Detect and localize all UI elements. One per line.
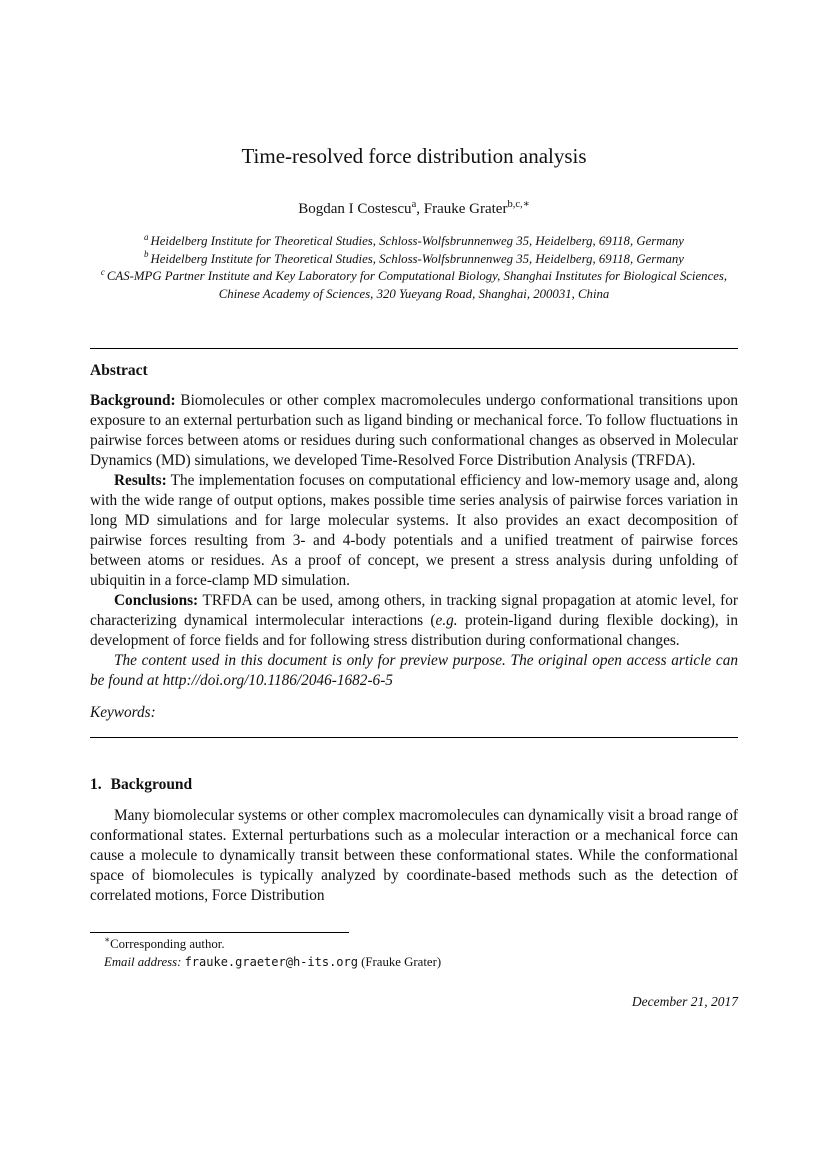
author-1-affil-marks: a xyxy=(411,199,417,210)
abstract-bottom-rule xyxy=(90,737,738,738)
document-date: December 21, 2017 xyxy=(631,994,738,1009)
abstract-background-label: Background: xyxy=(90,392,176,409)
abstract-results-text: The implementation focuses on computational efficiency and low-memory usage and, along with the wide range of output options, makes possible time series analysis of pairwise forces variation in long MD simulations and for large molecular systems. It also provides an exact decomposition of pairwise forces resulting from 3- and 4-body potentials and a unified treatment of pairwise forces between atoms or residues. As a proof of concept, we present a stress analysis during unfolding of ubiquitin in a force-clamp MD simulation. xyxy=(90,472,738,589)
footnote-block xyxy=(90,935,738,971)
email-suffix: (Frauke Grater) xyxy=(357,955,442,969)
abstract-conclusions-text-post: protein-ligand during flexible docking), in development of force fields and for following stress distribution during conformational changes. xyxy=(90,612,738,649)
footnote-rule xyxy=(90,932,349,933)
corresponding-author-note xyxy=(90,935,738,953)
abstract-conclusions-label: Conclusions: xyxy=(114,592,199,609)
abstract-heading: Abstract xyxy=(90,362,148,379)
author-1-name: Bogdan I Costescu xyxy=(298,201,412,217)
email-address-line xyxy=(90,953,738,971)
abstract-top-rule xyxy=(90,348,738,349)
abstract-conclusions-paragraph xyxy=(90,591,738,651)
section-1-heading xyxy=(90,774,738,796)
abstract-results-paragraph xyxy=(90,471,738,591)
author-separator: , xyxy=(416,201,424,217)
abstract-conclusions-eg: e.g. xyxy=(435,612,458,629)
abstract-background-paragraph xyxy=(90,391,738,471)
author-2-name: Frauke Grater xyxy=(423,201,508,217)
affiliation-a-mark: a xyxy=(144,231,149,242)
affiliation-c xyxy=(90,268,738,303)
affiliation-b-mark: b xyxy=(144,249,149,260)
affiliation-c-mark: c xyxy=(100,266,105,277)
corresponding-author-text: Corresponding author. xyxy=(110,937,225,951)
preview-note-paragraph: The content used in this document is only for preview purpose. The original open access article can be found at http://doi.org/10.1186/2046-1682-6-5 xyxy=(90,652,738,689)
section-1-number: 1. xyxy=(90,776,102,793)
email-value: frauke.graeter@h-its.org xyxy=(184,955,358,969)
author-line xyxy=(90,199,738,219)
affiliation-c-text: CAS-MPG Partner Institute and Key Laboratory for Computational Biology, Shanghai Institutes for Biological Sciences, Chinese Academy of Sciences, 320 Yueyang Road, Shanghai, 200031, China xyxy=(106,269,728,301)
affiliation-a-text: Heidelberg Institute for Theoretical Studies, Schloss-Wolfsbrunnenweg 35, Heidelberg, 69118, Germany xyxy=(150,234,684,248)
abstract-results-label: Results: xyxy=(114,472,167,489)
paper-content xyxy=(90,143,738,1011)
keywords-label: Keywords: xyxy=(90,704,156,721)
section-1-title: Background xyxy=(110,776,193,793)
author-2-affil-marks: b,c,∗ xyxy=(507,199,530,210)
abstract-background-text: Biomolecules or other complex macromolecules undergo conformational transitions upon exposure to an external perturbation such as ligand binding or mechanical force. To follow fluctuations in pairwise forces between atoms or residues during such conformational changes as observed in Molecular Dynamics (MD) simulations, we developed Time-Resolved Force Distribution Analysis (TRFDA). xyxy=(90,392,738,469)
email-label: Email address: xyxy=(104,955,182,969)
affiliations-block xyxy=(90,233,738,303)
abstract-conclusions-text-pre: TRFDA can be used, among others, in tracking signal propagation at atomic level, for characterizing dynamical intermolecular interactions ( xyxy=(90,592,738,629)
section-1-paragraph: Many biomolecular systems or other complex macromolecules can dynamically visit a broad range of conformational states. External perturbations such as a molecular interaction or a mechanical force can cause a molecule to dynamically transit between these conformational states. While the conformational space of biomolecules is typically analyzed by coordinate-based methods such as the detection of correlated motions, Force Distribution xyxy=(90,807,738,904)
footnote-marker: ∗ xyxy=(104,934,111,945)
affiliation-b-text: Heidelberg Institute for Theoretical Studies, Schloss-Wolfsbrunnenweg 35, Heidelberg, 69118, Germany xyxy=(150,251,684,266)
affiliation-b xyxy=(90,251,738,269)
paper-title: Time-resolved force distribution analysis xyxy=(241,144,587,168)
affiliation-a xyxy=(90,233,738,251)
